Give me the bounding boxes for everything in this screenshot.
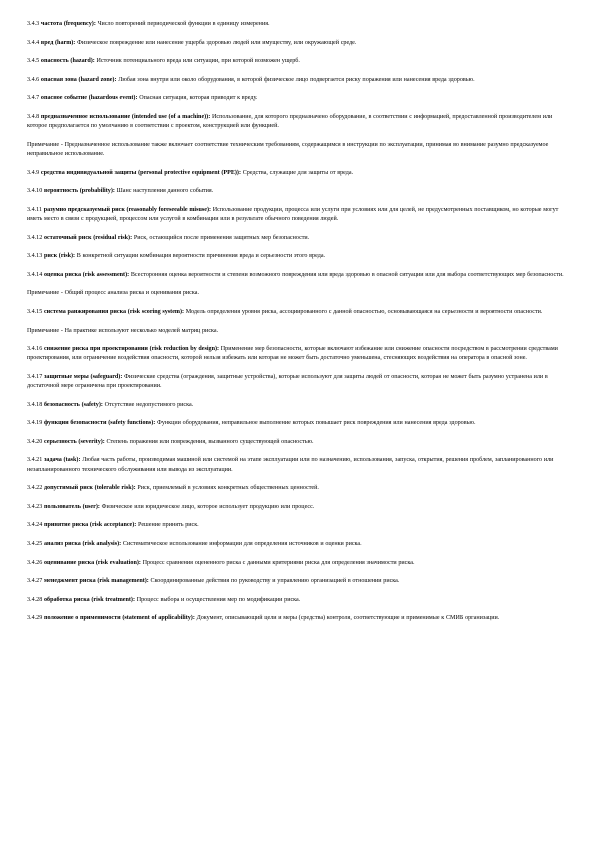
clause-number: 3.4.23 (27, 503, 43, 510)
definition-paragraph (27, 271, 565, 280)
clause-number: 3.4.25 (27, 541, 43, 548)
term-label: снижение риска при проектировании (risk reduction by design): (43, 346, 220, 353)
definition-text: Использование, для которого предназначено оборудование, в соответствии с информацией, предоставленной производителем или которое предполагается по умолчанию в соответствии с проектом, конструкцией или функцией. (27, 113, 553, 130)
term-label: положение о применимости (statement of applicability): (43, 615, 195, 622)
term-label: серьезность (severity): (43, 438, 105, 445)
clause-number: 3.4.27 (27, 578, 43, 585)
term-label: вред (harm): (40, 39, 76, 46)
term-label: остаточный риск (residual risk): (43, 234, 133, 241)
definition-text: Всесторонняя оценка вероятности и степени возможного повреждения или вреда здоровью в опасной ситуации или для выбора соответствующих мер безопасности. (129, 271, 564, 278)
definition-paragraph (27, 20, 565, 29)
clause-number: 3.4.3 (27, 21, 40, 27)
term-label: анализ риска (risk analysis): (43, 541, 122, 548)
clause-number: 3.4.9 (27, 169, 40, 176)
definition-paragraph (27, 113, 565, 131)
clause-number: 3.4.11 (27, 206, 43, 213)
definition-paragraph (27, 484, 565, 493)
term-label: предназначенное использование (intended use (of a machine)): (40, 113, 211, 120)
clause-number: 3.4.20 (27, 438, 43, 445)
note-paragraph (27, 327, 565, 336)
definition-text: Физическое или юридическое лицо, которое использует продукцию или процесс. (99, 503, 315, 510)
definition-paragraph (27, 540, 565, 549)
definition-text: Процесс сравнения оцененного риска с данными критериями риска для определения значимости риска. (140, 559, 415, 566)
clause-number: 3.4.4 (27, 39, 40, 46)
term-label: разумно предсказуемый риск (reasonably foreseeable misuse): (43, 206, 212, 213)
term-label: средства индивидуальной защиты (personal protective equipment (PPE)): (40, 169, 241, 176)
clause-number: 3.4.13 (27, 253, 43, 260)
term-label: обработка риска (risk treatment): (43, 596, 135, 603)
term-label: опасная зона (hazard zone): (40, 76, 117, 83)
definition-text: Риск, остающийся после применения защитных мер безопасности. (132, 234, 310, 241)
definition-text: Средства, служащие для защиты от вреда. (241, 169, 354, 176)
definition-text: Число повторений периодической функции в единицу измерения. (95, 21, 270, 27)
definition-paragraph (27, 419, 565, 428)
definition-text: Скоординированные действия по руководству и управлению организацией в отношении риска. (148, 578, 400, 585)
clause-number: 3.4.14 (27, 271, 43, 278)
definition-paragraph (27, 206, 565, 224)
definition-text: Применение мер безопасности, которые включают избежание или снижение опасности посредством в рассмотрении средствами проектирования, или ограничение воздействия опасности, которой нельзя избежать или которая не может быть достаточно уменьшена, стесняющих воздействия на оператора в опасной зоне. (27, 346, 558, 362)
definition-paragraph (27, 521, 565, 530)
term-label: оценивание риска (risk evaluation): (43, 559, 141, 566)
definition-paragraph (27, 596, 565, 605)
definition-text: Шанс наступления данного события. (114, 188, 214, 195)
definition-text: Функции оборудования, неправильное выполнение которых повышает риск повреждения или нанесения вреда здоровью. (155, 420, 476, 427)
document-page (27, 20, 565, 633)
note-text: Примечание - Общий процесс анализа риска и оценивания риска. (27, 290, 199, 297)
definition-text: Опасная ситуация, которая приводит к вреду. (137, 95, 258, 102)
term-label: оценка риска (risk assessment): (43, 271, 130, 278)
definition-text: Процесс выбора и осуществления мер по модификации риска. (134, 596, 301, 603)
clause-number: 3.4.24 (27, 522, 43, 529)
clause-number: 3.4.12 (27, 234, 43, 241)
definition-text: Физические средства (ограждения, защитные устройства), которые используют для защиты людей от опасности, которая не может быть разумно устранена или в достаточной мере ограничена при проектировании. (27, 373, 548, 390)
term-label: менеджмент риска (risk management): (43, 578, 149, 585)
term-label: вероятность (probability): (43, 188, 115, 195)
clause-number: 3.4.6 (27, 76, 40, 83)
definition-paragraph (27, 39, 565, 48)
term-label: принятие риска (risk acceptance): (43, 522, 137, 529)
clause-number: 3.4.17 (27, 373, 43, 380)
clause-number: 3.4.22 (27, 485, 43, 492)
definition-paragraph (27, 57, 565, 66)
term-label: функции безопасности (safety functions): (43, 420, 156, 427)
definition-text: Решение принять риск. (136, 522, 199, 529)
definition-text: Модель определения уровня риска, ассоциированного с данной опасностью, основывающаяся на серьезности и вероятности опасности. (184, 308, 543, 315)
clause-number: 3.4.7 (27, 95, 40, 102)
definition-paragraph (27, 252, 565, 261)
term-label: опасность (hazard): (40, 58, 95, 65)
definition-text: Физическое повреждение или нанесение ущерба здоровью людей или имуществу, или окружающей среде. (75, 39, 357, 46)
definition-paragraph (27, 94, 565, 103)
definition-text: В конкретной ситуации комбинация вероятности причинения вреда и серьезности этого вреда. (75, 253, 326, 260)
definition-text: Отсутствие недопустимого риска. (102, 401, 194, 408)
term-label: безопасность (safety): (43, 401, 103, 408)
definition-paragraph (27, 234, 565, 243)
definition-paragraph (27, 373, 565, 391)
term-label: частота (frequency): (40, 21, 96, 27)
note-paragraph (27, 141, 565, 159)
clause-number: 3.4.28 (27, 596, 43, 603)
note-paragraph (27, 289, 565, 298)
definition-text: Любая зона внутри или около оборудования, в которой физическое лицо подвергается риску поражения или нанесения вреда здоровью. (116, 76, 475, 83)
note-text: Примечание - На практике используют несколько моделей матриц риска. (27, 327, 219, 334)
definition-text: Документ, описывающий цели и меры (средства) контроля, соответствующие и применимые к СМИБ организации. (194, 615, 500, 622)
definition-text: Систематическое использование информации для определения источников и оценки риска. (121, 541, 362, 548)
definition-paragraph (27, 456, 565, 474)
definition-paragraph (27, 559, 565, 568)
note-text: Примечание - Предназначенное использование также включает соответствие техническим требованиям, содержащимся в инструкции по эксплуатации, принимая во внимание разумно предсказуемое неправильное использование. (27, 141, 549, 157)
definition-paragraph (27, 577, 565, 586)
term-label: допустимый риск (tolerable risk): (43, 485, 136, 492)
clause-number: 3.4.18 (27, 401, 43, 408)
clause-number: 3.4.26 (27, 559, 43, 566)
definition-paragraph (27, 345, 565, 363)
definition-text: Использование продукции, процесса или услуги при условиях или для целей, не предусмотренных поставщиком, но которые могут иметь место в связи с продукцией, процессом или услугой в комбинации или в результате обычного поведения людей. (27, 206, 559, 222)
definition-paragraph (27, 76, 565, 85)
term-label: пользователь (user): (43, 503, 100, 510)
term-label: система ранжирования риска (risk scoring system): (43, 308, 185, 315)
term-label: опасное событие (hazardous event): (40, 95, 138, 102)
definition-paragraph (27, 308, 565, 317)
definition-text: Любая часть работы, производимая машиной или системой на этапе эксплуатации или по назначению, использования, запуска, открытия, решения проблем, запланированного или незапланированного технического обслуживания или вывода из эксплуатации. (27, 457, 554, 473)
definition-paragraph (27, 438, 565, 447)
clause-number: 3.4.19 (27, 420, 43, 427)
definition-paragraph (27, 169, 565, 178)
definition-text: Степень поражения или повреждения, вызванного существующей опасностью. (104, 438, 314, 445)
clause-number: 3.4.29 (27, 615, 43, 622)
term-label: защитные меры (safeguard): (43, 373, 123, 380)
clause-number: 3.4.8 (27, 113, 40, 120)
definition-paragraph (27, 503, 565, 512)
clause-number: 3.4.10 (27, 188, 43, 195)
definition-text: Риск, приемлемый в условиях конкретных общественных ценностей. (135, 485, 319, 492)
definition-paragraph (27, 187, 565, 196)
clause-number: 3.4.21 (27, 457, 43, 464)
clause-number: 3.4.5 (27, 58, 40, 65)
definition-paragraph (27, 401, 565, 410)
term-label: риск (risk): (43, 253, 76, 260)
definition-paragraph (27, 614, 565, 623)
clause-number: 3.4.15 (27, 308, 43, 315)
clause-number: 3.4.16 (27, 346, 43, 353)
definition-text: Источник потенциального вреда или ситуации, при которой возможен ущерб. (94, 58, 300, 65)
term-label: задача (task): (43, 457, 81, 464)
